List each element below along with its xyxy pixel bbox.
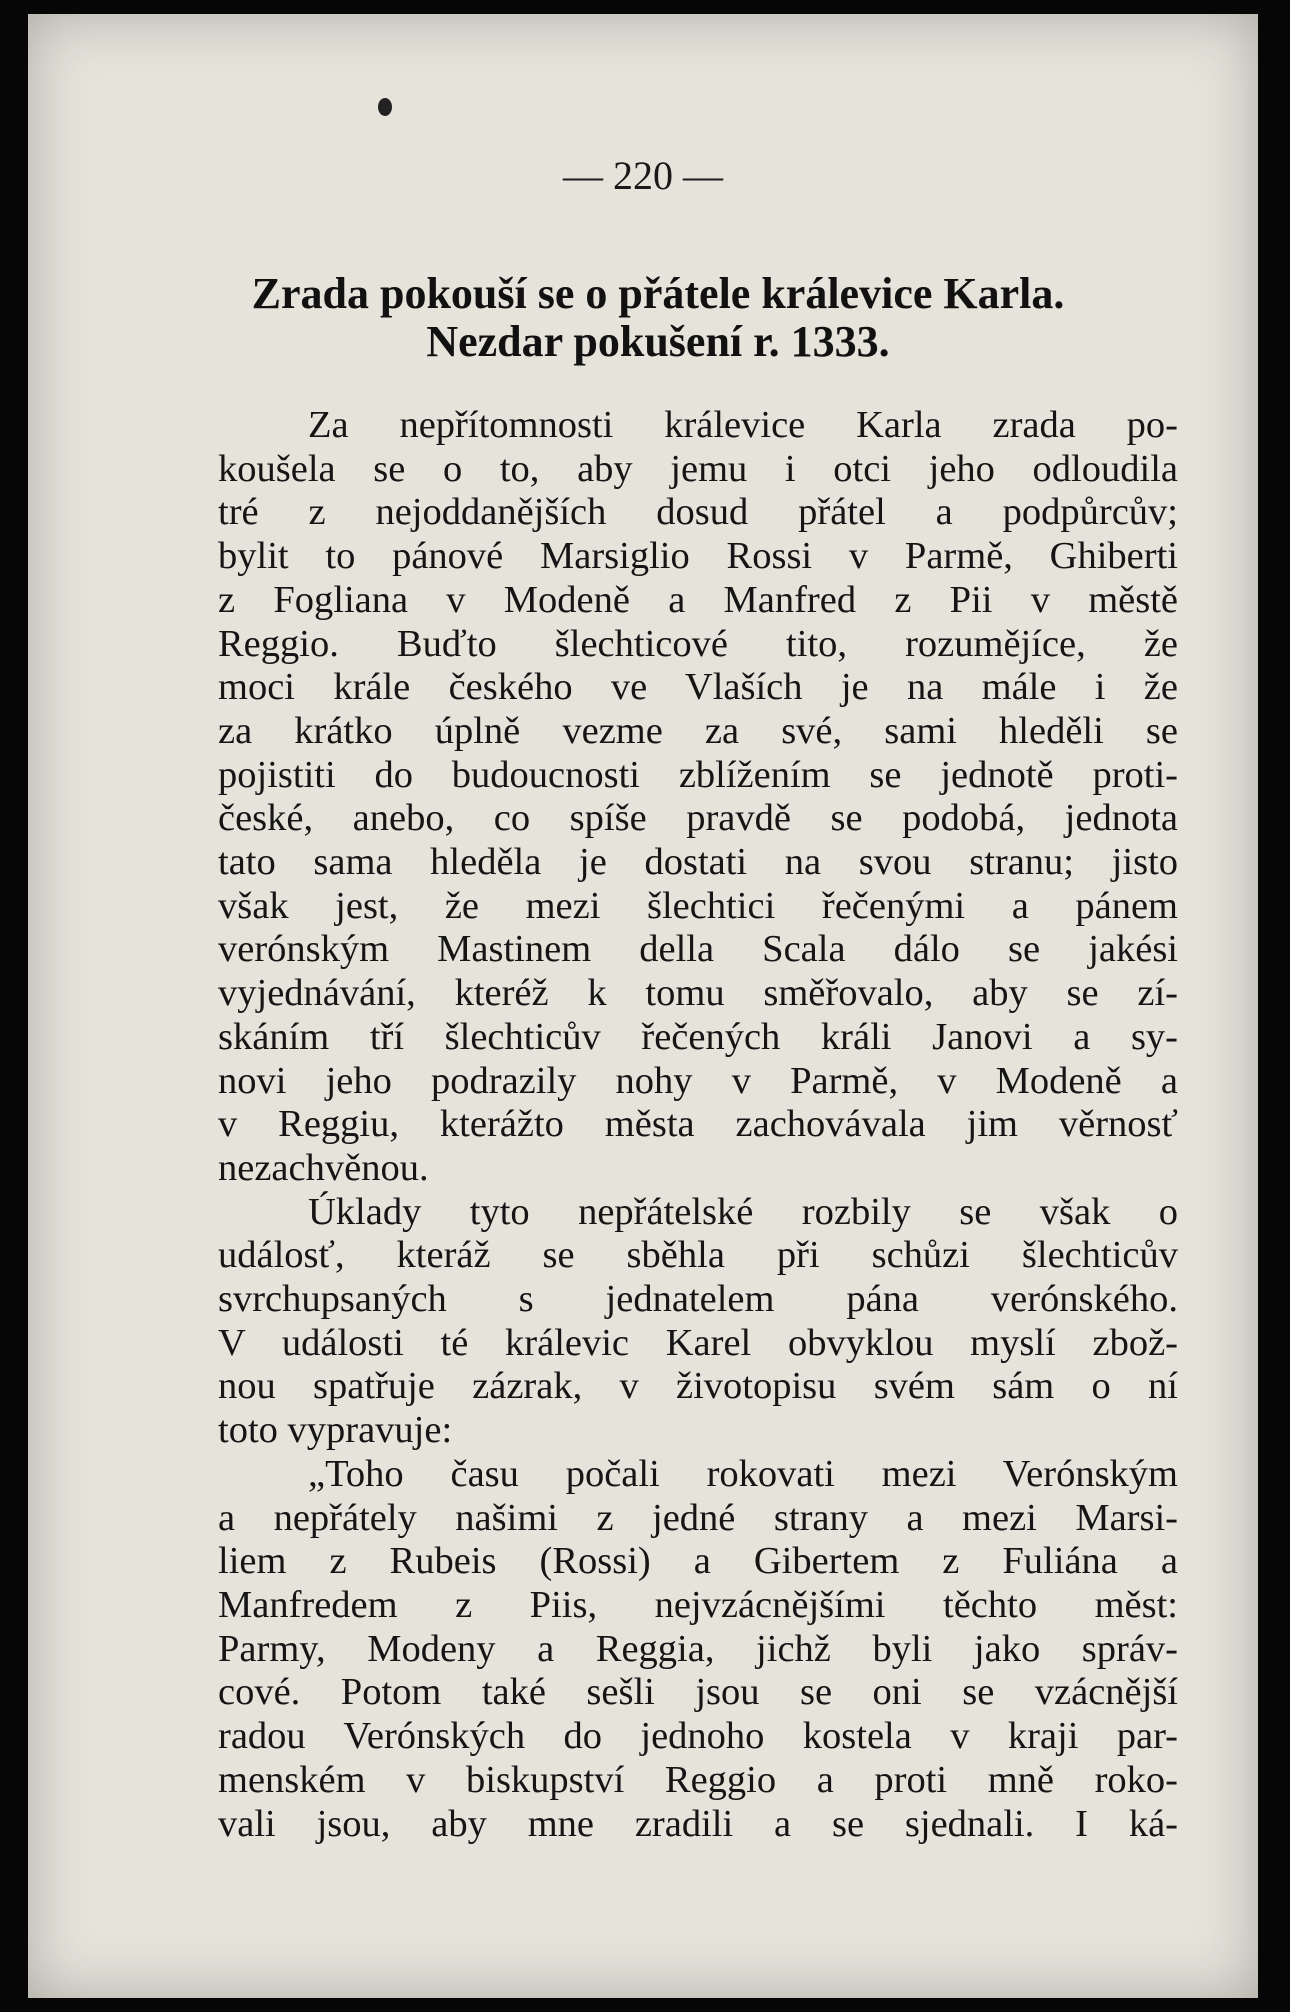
text-line: vyjednávání, kteréž k tomu směřovalo, aby se zí- [218, 972, 1178, 1015]
text-line: Parmy, Modeny a Reggia, jichž byli jako správ- [218, 1627, 1178, 1670]
text-line: české, anebo, co spíše pravdě se podobá, jednota [218, 797, 1178, 840]
text-line: moci krále českého ve Vlaších je na mále i že [218, 666, 1178, 709]
text-line: tato sama hleděla je dostati na svou stranu; jisto [218, 841, 1178, 884]
text-line: toto vypravuje: [218, 1409, 453, 1452]
text-line: Úklady tyto nepřátelské rozbily se však o [308, 1190, 1178, 1233]
text-line: Za nepřítomnosti králevice Karla zrada po- [308, 404, 1178, 446]
text-line: v Reggiu, kterážto města zachovávala jim věrnosť [218, 1103, 1178, 1146]
text-line: koušela se o to, aby jemu i otci jeho odloudila [218, 447, 1178, 490]
text-line: liem z Rubeis (Rossi) a Gibertem z Fuliána a [218, 1540, 1178, 1583]
text-line: tré z nejoddanějších dosud přátel a podpůrcův; [218, 491, 1178, 534]
text-line: Reggio. Buďto šlechticové tito, rozumějíce, že [218, 622, 1178, 665]
text-line: verónským Mastinem della Scala dálo se jakési [218, 928, 1178, 971]
text-line: radou Verónských do jednoho kostela v kraji par- [218, 1715, 1178, 1758]
text-line: menském v biskupství Reggio a proti mně roko- [218, 1758, 1178, 1801]
text-line: z Fogliana v Modeně a Manfred z Pii v městě [218, 578, 1178, 621]
text-line: bylit to pánové Marsiglio Rossi v Parmě, Ghiberti [218, 535, 1178, 578]
text-line: cové. Potom také sešli jsou se oni se vzácnější [218, 1671, 1178, 1714]
body-text [218, 404, 1178, 1846]
text-line: vali jsou, aby mne zradili a se sjednali. I ká- [218, 1802, 1178, 1845]
text-line: za krátko úplně vezme za své, sami hleděli se [218, 709, 1178, 752]
ink-speck [378, 98, 392, 116]
text-line: nou spatřuje zázrak, v životopisu svém sám o ní [218, 1365, 1178, 1408]
heading-line-1: Zrada pokouší se o přátele králevice Karla. [251, 269, 1065, 318]
text-line: Manfredem z Piis, nejvzácnějšími těchto měst: [218, 1583, 1178, 1626]
chapter-heading [178, 270, 1138, 366]
text-line: „Toho času počali rokovati mezi Verónským [308, 1452, 1178, 1495]
text-line: pojistiti do budoucnosti zblížením se jednotě proti- [218, 753, 1178, 796]
text-line: svrchupsaných s jednatelem pána verónského. [218, 1278, 1178, 1321]
text-line: V události té králevic Karel obvyklou myslí zbož- [218, 1321, 1178, 1364]
text-line: však jest, že mezi šlechtici řečenými a pánem [218, 884, 1178, 927]
text-line: skáním tří šlechticův řečených králi Janovi a sy- [218, 1015, 1178, 1058]
text-line: událosť, kteráž se sběhla při schůzi šlechticův [218, 1234, 1178, 1277]
heading-line-2: Nezdar pokušení r. 1333. [426, 317, 890, 366]
text-line: a nepřátely našimi z jedné strany a mezi Marsi- [218, 1496, 1178, 1539]
text-line: novi jeho podrazily nohy v Parmě, v Modeně a [218, 1059, 1178, 1102]
text-line: nezachvěnou. [218, 1146, 429, 1189]
page-number: — 220 — [563, 153, 723, 198]
book-page [28, 14, 1258, 1998]
